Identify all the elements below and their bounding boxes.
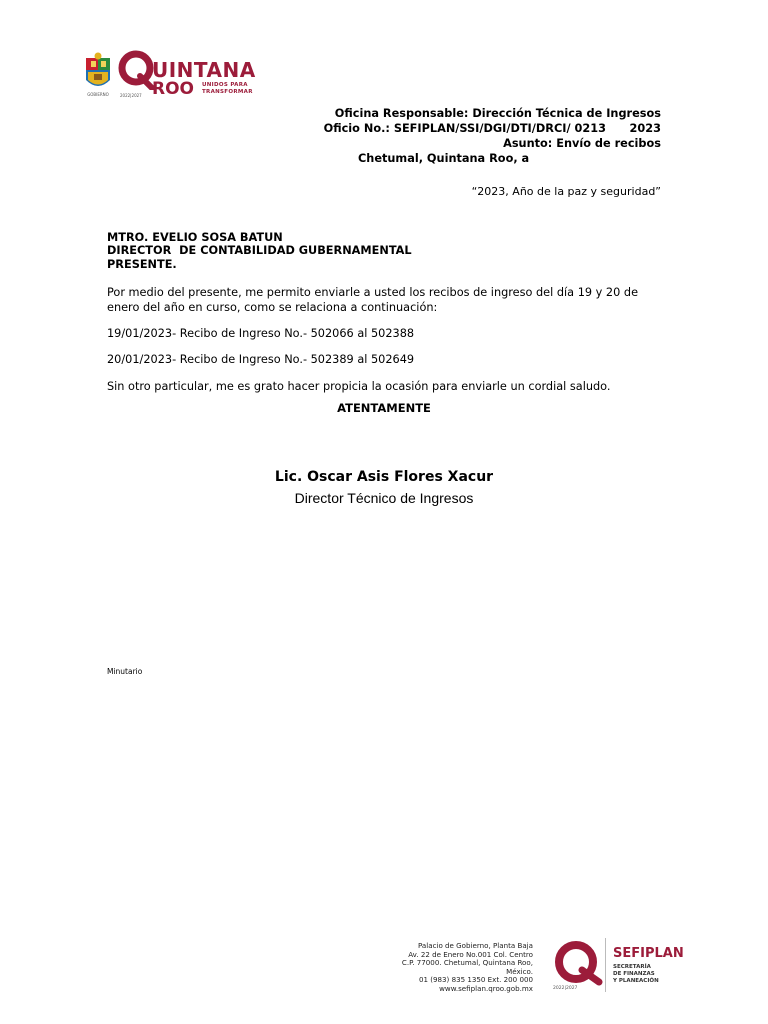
footer-brand: SEFIPLAN (613, 946, 684, 961)
footer-address-line: México. (506, 966, 533, 976)
logo-left-caption: GOBIERNO (87, 92, 109, 97)
footer-logo (545, 936, 705, 996)
oficio-number: Oficio No.: SEFIPLAN/SSI/DGI/DTI/DRCI/ 0213 2023 (323, 122, 661, 135)
recipient-presente: PRESENTE. (107, 258, 177, 271)
body-intro: Por medio del presente, me permito enviarle a usted los recibos de ingreso del día 19 y 20 de enero del año en curso, como se relaciona a continuación: (107, 286, 639, 314)
logo-tagline-line1: UNIDOS PARA (202, 82, 248, 88)
place-date: Chetumal, Quintana Roo, a (358, 152, 530, 165)
footer-years: 2022|2027 (553, 986, 578, 991)
coat-of-arms-icon (82, 52, 114, 94)
logo-tagline-line2: TRANSFORMAR (202, 89, 253, 95)
receipt-line-1: 19/01/2023- Recibo de Ingreso No.- 502066 al 502388 (107, 327, 415, 340)
footer-address-line: C.P. 77000. Chetumal, Quintana Roo, (401, 958, 533, 968)
footer-divider (605, 938, 606, 992)
closing-sentence: Sin otro particular, me es grato hacer propicia la ocasión para enviarle un cordial saludo. (107, 380, 611, 393)
subject-line: Asunto: Envío de recibos (503, 137, 661, 150)
logo-state-line2: ROO (152, 79, 194, 99)
atentamente: ATENTAMENTE (337, 401, 431, 415)
signatory-position: Director Técnico de Ingresos (294, 490, 474, 506)
footer-brand-sub2: DE FINANZAS (613, 971, 655, 977)
footer-address-line: Palacio de Gobierno, Planta Baja (417, 941, 533, 950)
recipient-name: MTRO. EVELIO SOSA BATUN (107, 231, 283, 244)
footer-address-line: 01 (983) 835 1350 Ext. 200 000 (418, 975, 533, 985)
year-motto: “2023, Año de la paz y seguridad” (471, 185, 661, 198)
header-logo (82, 48, 257, 100)
footer-address (363, 942, 533, 994)
logo-mid-caption: 2022|2027 (120, 93, 142, 98)
receipt-line-2: 20/01/2023- Recibo de Ingreso No.- 502389 al 502649 (107, 353, 415, 366)
sefiplan-q-icon (547, 938, 605, 986)
quintana-q-icon (118, 50, 156, 90)
signatory-name: Lic. Oscar Asis Flores Xacur (274, 469, 494, 485)
footer-brand-sub1: SECRETARÍA (613, 964, 651, 970)
recipient-title: DIRECTOR DE CONTABILIDAD GUBERNAMENTAL (107, 244, 412, 257)
footer-address-line: Av. 22 de Enero No.001 Col. Centro (408, 949, 533, 959)
logo-state-line1: UINTANA (152, 58, 256, 82)
office-responsible: Oficina Responsable: Dirección Técnica de Ingresos (334, 107, 661, 120)
minutario-label: Minutario (107, 667, 143, 676)
footer-address-line: www.sefiplan.qroo.gob.mx (439, 983, 533, 993)
footer-brand-sub3: Y PLANEACIÓN (613, 978, 659, 984)
